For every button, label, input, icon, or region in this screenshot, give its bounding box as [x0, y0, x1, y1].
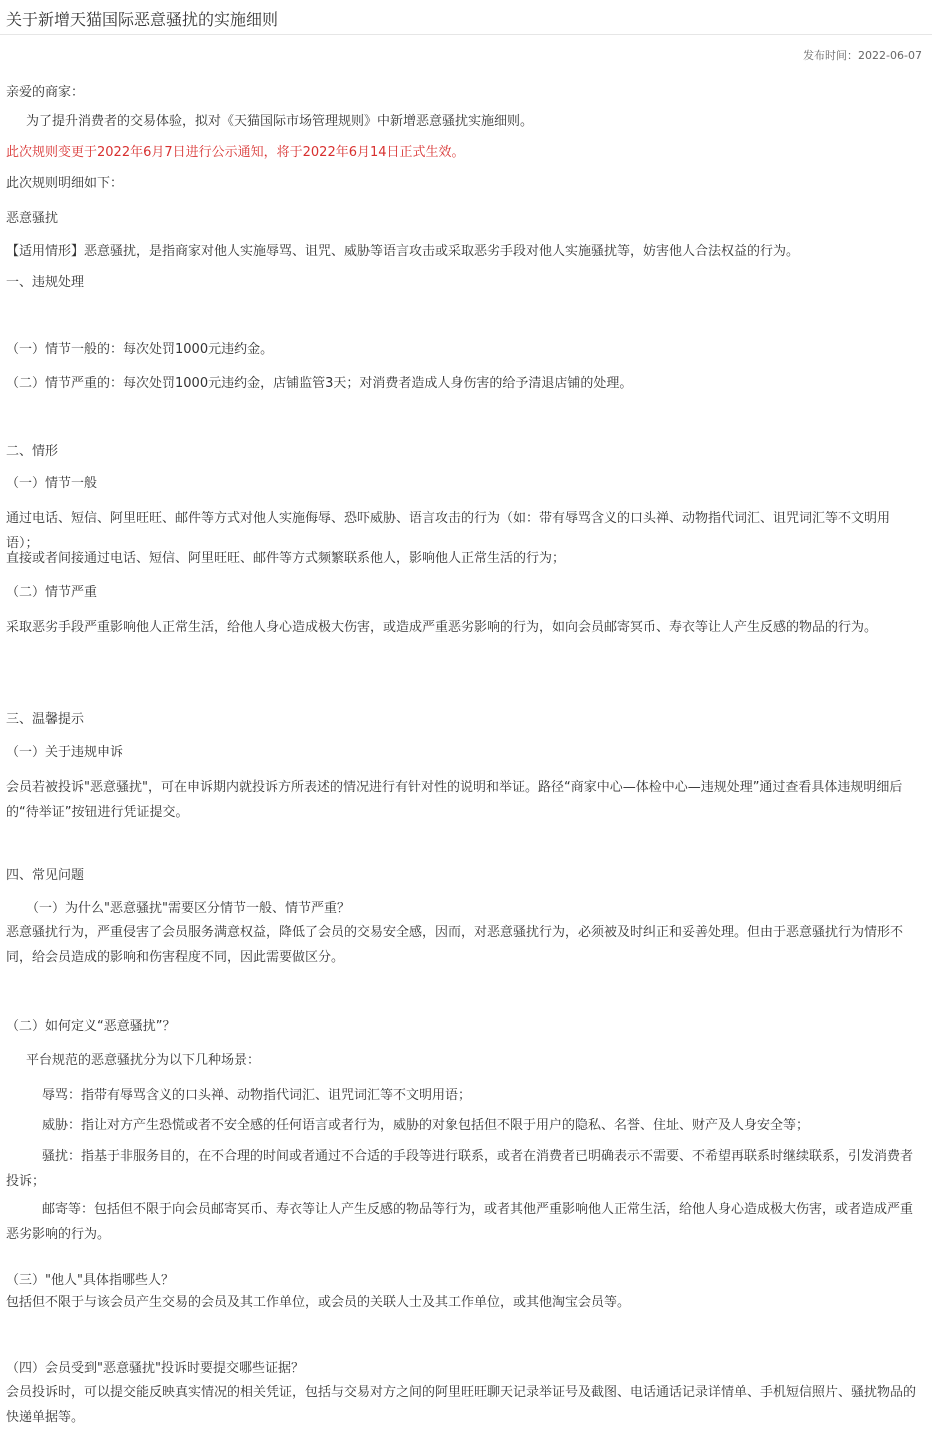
subsection-heading: （二）如何定义“恶意骚扰”？ — [6, 1019, 176, 1034]
subsection-heading: （一）关于违规申诉 — [6, 745, 124, 760]
subsection-heading: （三）"他人"具体指哪些人？ — [6, 1273, 174, 1288]
subsection-heading: （二）情节严重 — [6, 585, 98, 600]
paragraph: 直接或者间接通过电话、短信、阿里旺旺、邮件等方式频繁联系他人，影响他人正常生活的行为； — [6, 551, 566, 566]
section-heading: 四、常见问题 — [6, 868, 85, 883]
paragraph: 包括但不限于与该会员产生交易的会员及其工作单位，或会员的关联人士及其工作单位，或其他淘宝会员等。 — [6, 1295, 631, 1310]
section-heading: 三、温馨提示 — [6, 712, 85, 727]
subsection-heading: （一）情节一般 — [6, 476, 98, 491]
paragraph: 恶意骚扰行为，严重侵害了会员服务满意权益，降低了会员的交易安全感，因而，对恶意骚扰行为，必须被及时纠正和妥善处理。但由于恶意骚扰行为情形不同，给会员造成的影响和伤害程度不同，因此需要做区分。 — [6, 925, 904, 965]
list-item: （二）情节严重的：每次处罚1000元违约金，店铺监管3天；对消费者造成人身伤害的给予清退店铺的处理。 — [6, 376, 633, 391]
list-item: 骚扰：指基于非服务目的，在不合理的时间或者通过不合适的手段等进行联系，或者在消费者已明确表示不需要、不希望再联系时继续联系，引发消费者投诉； — [6, 1149, 914, 1189]
paragraph: 采取恶劣手段严重影响他人正常生活，给他人身心造成极大伤害，或造成严重恶劣影响的行为，如向会员邮寄冥币、寿衣等让人产生反感的物品的行为。 — [6, 620, 878, 635]
paragraph: 会员投诉时，可以提交能反映真实情况的相关凭证，包括与交易对方之间的阿里旺旺聊天记录举证号及截图、电话通话记录详情单、手机短信照片、骚扰物品的快递单据等。 — [6, 1385, 917, 1425]
section-heading: 恶意骚扰 — [6, 211, 59, 226]
intro-paragraph: 为了提升消费者的交易体验，拟对《天猫国际市场管理规则》中新增恶意骚扰实施细则。 — [26, 114, 534, 129]
list-item: （一）情节一般的：每次处罚1000元违约金。 — [6, 342, 274, 357]
rules-intro: 此次规则明细如下： — [6, 176, 124, 191]
title-divider — [0, 34, 932, 35]
list-item: 威胁：指让对方产生恐慌或者不安全感的任何语言或者行为，威胁的对象包括但不限于用户的隐私、名誉、住址、财产及人身安全等； — [42, 1118, 810, 1133]
section-heading: 一、违规处理 — [6, 275, 85, 290]
greeting: 亲爱的商家： — [6, 85, 85, 100]
list-item: 辱骂：指带有辱骂含义的口头禅、动物指代词汇、诅咒词汇等不文明用语； — [42, 1088, 472, 1103]
paragraph: 平台规范的恶意骚扰分为以下几种场景： — [26, 1053, 261, 1068]
applicable-situation: 【适用情形】恶意骚扰，是指商家对他人实施辱骂、诅咒、威胁等语言攻击或采取恶劣手段对他人实施骚扰等，妨害他人合法权益的行为。 — [6, 244, 800, 259]
page-title: 关于新增天猫国际恶意骚扰的实施细则 — [6, 10, 279, 29]
paragraph: 会员若被投诉"恶意骚扰"，可在申诉期内就投诉方所表述的情况进行有针对性的说明和举证。路径“商家中心—体检中心—违规处理”通过查看具体违规明细后的“待举证”按钮进行凭证提交。 — [6, 780, 903, 820]
publish-time: 发布时间：2022-06-07 — [803, 49, 922, 62]
list-item: 邮寄等：包括但不限于向会员邮寄冥币、寿衣等让人产生反感的物品等行为，或者其他严重影响他人正常生活，给他人身心造成极大伤害，或者造成严重恶劣影响的行为。 — [6, 1202, 914, 1242]
paragraph: 通过电话、短信、阿里旺旺、邮件等方式对他人实施侮辱、恐吓威胁、语言攻击的行为（如：带有辱骂含义的口头禅、动物指代词汇、诅咒词汇等不文明用语）； — [6, 511, 891, 551]
effective-date-notice: 此次规则变更于2022年6月7日进行公示通知，将于2022年6月14日正式生效。 — [6, 145, 465, 160]
subsection-heading: （四）会员受到"恶意骚扰"投诉时要提交哪些证据？ — [6, 1361, 304, 1376]
section-heading: 二、情形 — [6, 444, 59, 459]
subsection-heading: （一）为什么"恶意骚扰"需要区分情节一般、情节严重？ — [26, 901, 350, 916]
